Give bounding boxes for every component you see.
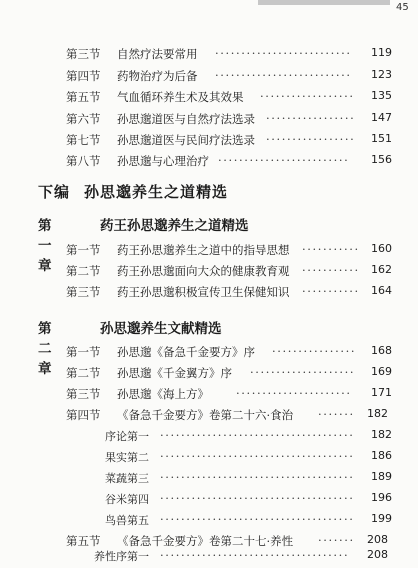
- section-title: 孙思邈道医与自然疗法选录: [117, 112, 255, 126]
- page-number: 169: [371, 365, 392, 378]
- subsection-title: 鸟兽第五: [105, 514, 149, 527]
- leader-dots: ·····································: [160, 428, 355, 442]
- toc-subentry[interactable]: [0, 428, 418, 448]
- corner-mark: 45: [396, 2, 409, 13]
- toc-entry[interactable]: [0, 153, 418, 173]
- toc-subentry[interactable]: [0, 449, 418, 469]
- leader-dots: ····································: [160, 548, 350, 562]
- page-number: 160: [371, 242, 392, 255]
- section-label: 第二节: [66, 264, 101, 278]
- section-title: 孙思邈与心理治疗: [117, 154, 209, 168]
- page-number: 208: [367, 533, 388, 546]
- section-label: 第二节: [66, 366, 101, 380]
- leader-dots: ··················: [260, 89, 355, 103]
- section-title: 《备急千金要方》卷第二十七·养性: [117, 534, 294, 548]
- page-number: 168: [371, 344, 392, 357]
- leader-dots: ·················: [266, 111, 356, 125]
- leader-dots: ··························: [215, 46, 352, 60]
- section-label: 第四节: [66, 408, 101, 422]
- toc-entry[interactable]: [0, 284, 418, 304]
- leader-dots: ················: [272, 344, 357, 358]
- toc-entry[interactable]: [0, 242, 418, 262]
- section-title: 药物治疗为后备: [117, 69, 198, 83]
- section-title: 《备急千金要方》卷第二十六·食治: [117, 408, 294, 422]
- toc-entry[interactable]: [0, 407, 418, 427]
- page-number: 156: [371, 153, 392, 166]
- subsection-title: 谷米第四: [105, 493, 149, 506]
- section-title: 药王孙思邈养生之道中的指导思想: [117, 243, 290, 257]
- section-label: 第四节: [66, 69, 101, 83]
- page-number: 208: [367, 548, 388, 561]
- part-title: 孙思邈养生之道精选: [84, 183, 229, 201]
- toc-subentry[interactable]: [0, 512, 418, 532]
- section-title: 孙思邈《备急千金要方》序: [117, 345, 255, 359]
- page-number: 171: [371, 386, 392, 399]
- chapter-title: 药王孙思邈养生之道精选: [100, 218, 249, 234]
- section-title: 气血循环养生术及其效果: [117, 90, 244, 104]
- leader-dots: ·····································: [160, 470, 355, 484]
- part-label: 下编: [38, 183, 71, 201]
- leader-dots: ··························: [215, 68, 352, 82]
- toc-entry[interactable]: [0, 344, 418, 364]
- section-title: 药王孙思邈积极宣传卫生保健知识: [117, 285, 290, 299]
- subsection-title: 养性序第一: [94, 550, 149, 563]
- leader-dots: ···········: [302, 263, 360, 277]
- section-title: 孙思邈《海上方》: [117, 387, 209, 401]
- leader-dots: ····················: [250, 365, 356, 379]
- leader-dots: ·················: [266, 132, 356, 146]
- toc-entry[interactable]: [0, 263, 418, 283]
- chapter-label: 第二章: [38, 321, 52, 377]
- toc-entry[interactable]: [0, 132, 418, 152]
- leader-dots: ·······: [318, 407, 355, 421]
- page-number: 162: [371, 263, 392, 276]
- leader-dots: ·····································: [160, 512, 355, 526]
- page-number: 189: [371, 470, 392, 483]
- subsection-title: 果实第二: [105, 451, 149, 464]
- leader-dots: ·······: [318, 533, 355, 547]
- leader-dots: ·····································: [160, 491, 355, 505]
- section-title: 药王孙思邈面向大众的健康教育观: [117, 264, 290, 278]
- section-title: 孙思邈道医与民间疗法选录: [117, 133, 255, 147]
- section-label: 第六节: [66, 112, 101, 126]
- section-label: 第八节: [66, 154, 101, 168]
- leader-dots: ·····································: [160, 449, 355, 463]
- section-label: 第一节: [66, 345, 101, 359]
- toc-entry[interactable]: [0, 89, 418, 109]
- section-label: 第三节: [66, 387, 101, 401]
- leader-dots: ···········: [302, 284, 360, 298]
- toc-subentry[interactable]: [0, 470, 418, 490]
- toc-subentry[interactable]: [0, 548, 418, 568]
- section-title: 自然疗法要常用: [117, 47, 198, 61]
- page-number: 182: [371, 428, 392, 441]
- page-number: 196: [371, 491, 392, 504]
- page-number: 135: [371, 89, 392, 102]
- toc-entry[interactable]: [0, 386, 418, 406]
- page-number: 164: [371, 284, 392, 297]
- section-label: 第五节: [66, 534, 101, 548]
- toc-entry[interactable]: [0, 111, 418, 131]
- section-label: 第三节: [66, 285, 101, 299]
- leader-dots: ·························: [218, 153, 350, 167]
- toc-entry[interactable]: [0, 365, 418, 385]
- section-label: 第五节: [66, 90, 101, 104]
- leader-dots: ···········: [302, 242, 360, 256]
- subsection-title: 序论第一: [105, 430, 149, 443]
- scan-top-edge: [258, 0, 390, 5]
- part-heading[interactable]: [38, 181, 242, 202]
- chapter-label: 第一章: [38, 218, 52, 274]
- page-number: 182: [367, 407, 388, 420]
- toc-entry[interactable]: [0, 68, 418, 88]
- section-label: 第三节: [66, 47, 101, 61]
- page-number: 199: [371, 512, 392, 525]
- leader-dots: ······················: [236, 386, 352, 400]
- page-number: 186: [371, 449, 392, 462]
- page-number: 147: [371, 111, 392, 124]
- section-label: 第七节: [66, 133, 101, 147]
- subsection-title: 菜蔬第三: [105, 472, 149, 485]
- section-label: 第一节: [66, 243, 101, 257]
- page-number: 123: [371, 68, 392, 81]
- section-title: 孙思邈《千金翼方》序: [117, 366, 232, 380]
- toc-subentry[interactable]: [0, 491, 418, 511]
- page-number: 119: [371, 46, 392, 59]
- chapter-title: 孙思邈养生文献精选: [100, 321, 222, 337]
- toc-entry[interactable]: [0, 46, 418, 66]
- page-number: 151: [371, 132, 392, 145]
